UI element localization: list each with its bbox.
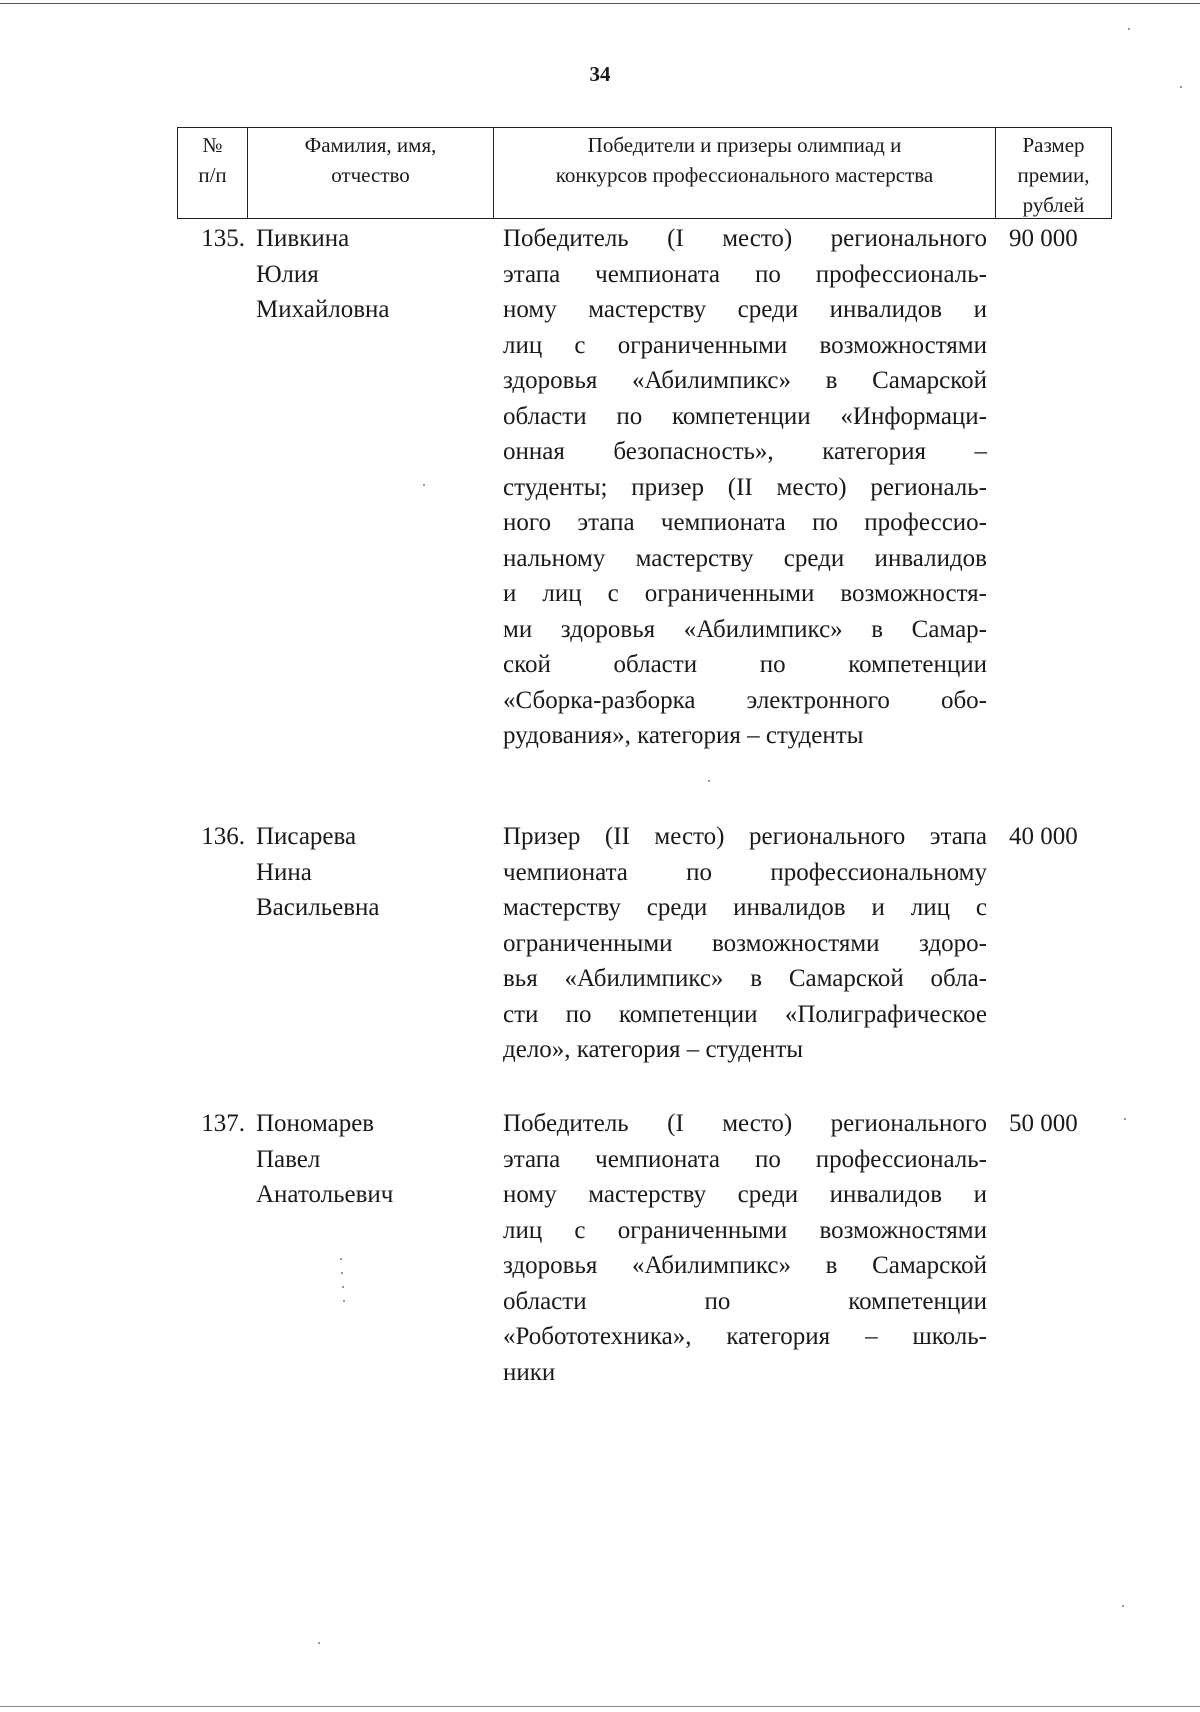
row-name — [256, 221, 486, 328]
table-header — [177, 127, 1112, 219]
first-name: Павел — [256, 1145, 321, 1173]
patronymic: Васильевна — [256, 894, 380, 921]
scan-speck — [1128, 28, 1130, 30]
scan-speck — [340, 1258, 342, 1260]
desc-line: этапа чемпионата по профессиональ- — [503, 260, 987, 288]
desc-line: области по компетенции «Информаци- — [503, 402, 987, 430]
header-name-line: отчество — [331, 163, 410, 187]
desc-line: Призер (II место) регионального этапа — [503, 823, 987, 850]
desc-line: чемпионата по профессиональному — [503, 858, 987, 886]
surname: Пивкина — [256, 225, 350, 252]
desc-line: ного этапа чемпионата по профессио- — [503, 509, 987, 536]
row-description — [503, 1106, 987, 1390]
header-prize — [996, 128, 1111, 218]
scan-speck — [341, 1272, 343, 1274]
desc-line: студенты; призер (II место) региональ- — [503, 473, 987, 501]
patronymic: Михайловна — [256, 296, 390, 323]
desc-line: мастерству среди инвалидов и лиц с — [503, 894, 987, 921]
first-name: Нина — [256, 858, 312, 886]
surname: Писарева — [256, 823, 357, 850]
header-prize-line: Размер — [1022, 133, 1085, 157]
desc-line: лиц с ограниченными возможностями — [503, 331, 987, 359]
header-desc-line: Победители и призеры олимпиад и — [587, 133, 902, 157]
row-name — [256, 1106, 486, 1213]
desc-line: области по компетенции — [503, 1287, 987, 1315]
scan-speck — [343, 1300, 345, 1302]
row-description — [503, 221, 987, 754]
row-prize: 90 000 — [1009, 225, 1078, 252]
header-name — [248, 128, 494, 218]
desc-line: этапа чемпионата по профессиональ- — [503, 1145, 987, 1173]
desc-line: ному мастерству среди инвалидов и — [503, 1181, 987, 1208]
scan-speck — [1124, 1118, 1126, 1120]
desc-line: нальному мастерству среди инвалидов — [503, 544, 987, 572]
desc-line: лиц с ограниченными возможностями — [503, 1216, 987, 1244]
desc-line: Победитель (I место) регионального — [503, 225, 987, 252]
scan-speck — [318, 1642, 320, 1644]
header-name-line: Фамилия, имя, — [304, 133, 437, 157]
patronymic: Анатольевич — [256, 1181, 394, 1208]
desc-line: здоровья «Абилимпикс» в Самарской — [503, 1252, 987, 1279]
header-prize-line: рублей — [1022, 193, 1085, 217]
header-num-line: № — [202, 133, 223, 157]
row-number: 136. — [201, 823, 245, 850]
row-prize: 50 000 — [1009, 1110, 1078, 1137]
row-description — [503, 819, 987, 1068]
top-border-line — [0, 3, 1200, 4]
desc-line: «Робототехника», категория – школь- — [503, 1323, 987, 1350]
desc-line: Победитель (I место) регионального — [503, 1110, 987, 1137]
first-name: Юлия — [256, 260, 319, 288]
header-desc-line: конкурсов профессионального мастерства — [555, 163, 934, 187]
desc-line: онная безопасность», категория – — [503, 438, 987, 465]
bottom-border-line — [0, 1706, 1200, 1707]
scan-speck — [342, 1286, 344, 1288]
scan-speck — [708, 780, 710, 782]
header-prize-line: премии, — [1017, 163, 1090, 187]
desc-line: сти по компетенции «Полиграфическое — [503, 1000, 987, 1028]
header-num — [178, 128, 248, 218]
desc-line: ограниченными возможностями здоро- — [503, 929, 987, 957]
row-number: 137. — [201, 1110, 245, 1137]
scan-speck — [1122, 1605, 1124, 1607]
desc-line: дело», категория – студенты — [503, 1036, 804, 1063]
desc-line: и лиц с ограниченными возможностя- — [503, 580, 987, 607]
header-num-line: п/п — [198, 163, 227, 187]
desc-line: ному мастерству среди инвалидов и — [503, 296, 987, 323]
row-number: 135. — [201, 225, 245, 252]
scan-speck — [423, 484, 425, 486]
desc-line: ники — [503, 1358, 556, 1386]
desc-line: ми здоровья «Абилимпикс» в Самар- — [503, 615, 987, 643]
row-name — [256, 819, 486, 926]
row-prize: 40 000 — [1009, 823, 1078, 850]
desc-line: «Сборка-разборка электронного обо- — [503, 686, 987, 714]
scan-speck — [1180, 86, 1182, 88]
header-description — [494, 128, 996, 218]
page-number: 34 — [589, 62, 611, 86]
desc-line: вья «Абилимпикс» в Самарской обла- — [503, 965, 987, 992]
surname: Пономарев — [256, 1110, 375, 1137]
desc-line: здоровья «Абилимпикс» в Самарской — [503, 367, 987, 394]
desc-line: ской области по компетенции — [503, 651, 987, 678]
desc-line: рудования», категория – студенты — [503, 722, 864, 749]
